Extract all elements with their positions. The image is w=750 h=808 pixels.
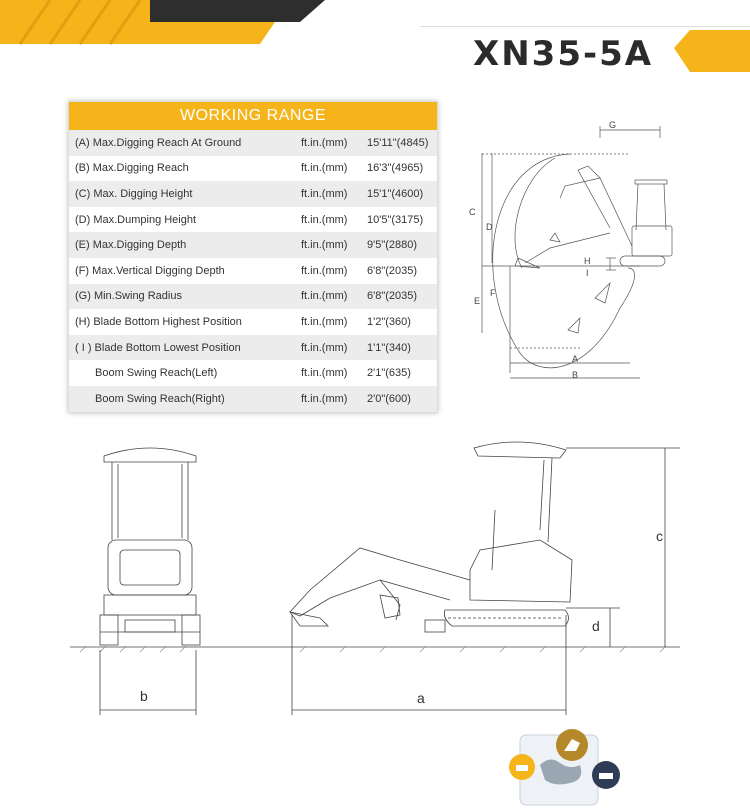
table-row	[69, 156, 437, 182]
table-row	[69, 335, 437, 361]
dimension-diagram	[0, 430, 750, 730]
spec-unit: ft.in.(mm)	[301, 136, 348, 149]
title-tab	[674, 30, 750, 72]
spec-unit: ft.in.(mm)	[301, 187, 348, 200]
spec-unit: ft.in.(mm)	[301, 290, 348, 303]
dim-label-b: b	[140, 688, 148, 704]
range-label-e: E	[474, 296, 481, 306]
table-row	[69, 130, 437, 156]
table-body	[69, 130, 437, 412]
spec-unit: ft.in.(mm)	[301, 239, 348, 252]
range-label-i: I	[586, 268, 589, 278]
dim-label-a: a	[417, 690, 425, 706]
header-dark-band	[150, 0, 325, 22]
table-row	[69, 284, 437, 310]
range-label-f: F	[490, 288, 496, 298]
spec-value: 2'1"(635)	[367, 367, 411, 380]
spec-value: 15'1"(4600)	[367, 187, 424, 200]
working-range-diagram	[460, 118, 750, 388]
spec-value: 15'11"(4845)	[367, 136, 429, 149]
spec-unit: ft.in.(mm)	[301, 367, 348, 380]
spec-unit: ft.in.(mm)	[301, 341, 348, 354]
spec-label: (G) Min.Swing Radius	[75, 290, 182, 303]
spec-label: Boom Swing Reach(Right)	[95, 392, 225, 405]
spec-value: 10'5"(3175)	[367, 213, 424, 226]
range-label-h: H	[584, 256, 591, 266]
spec-label: (D) Max.Dumping Height	[75, 213, 197, 226]
table-row	[69, 309, 437, 335]
range-label-g: G	[609, 120, 617, 130]
side-view-excavator	[290, 442, 572, 632]
spec-value: 16'3"(4965)	[367, 162, 424, 175]
header-rule	[420, 26, 750, 27]
spec-value: 9'5"(2880)	[367, 239, 418, 252]
front-view-excavator	[100, 448, 200, 645]
spec-value: 1'1"(340)	[367, 341, 411, 354]
footer-icons	[500, 725, 630, 808]
dim-label-c: c	[656, 528, 663, 544]
spec-label: (A) Max.Digging Reach At Ground	[75, 136, 242, 149]
spec-unit: ft.in.(mm)	[301, 162, 348, 175]
spec-label: (H) Blade Bottom Highest Position	[75, 315, 242, 328]
model-title: XN35-5A	[473, 34, 654, 74]
spec-label: (F) Max.Vertical Digging Depth	[75, 264, 225, 277]
range-label-a: A	[572, 354, 579, 364]
spec-label: (E) Max.Digging Depth	[75, 239, 187, 252]
table-row	[69, 232, 437, 258]
dim-label-d: d	[592, 618, 600, 634]
table-row	[69, 181, 437, 207]
spec-unit: ft.in.(mm)	[301, 264, 348, 277]
spec-value: 2'0"(600)	[367, 392, 411, 405]
table-row	[69, 360, 437, 386]
table-row	[69, 258, 437, 284]
table-title: WORKING RANGE	[69, 102, 437, 130]
spec-unit: ft.in.(mm)	[301, 315, 348, 328]
range-label-b: B	[572, 370, 579, 380]
working-range-table	[68, 101, 438, 413]
spec-value: 1'2"(360)	[367, 315, 411, 328]
spec-label: (B) Max.Digging Reach	[75, 162, 189, 175]
spec-label: ( I ) Blade Bottom Lowest Position	[75, 341, 241, 354]
spec-value: 6'8"(2035)	[367, 264, 418, 277]
spec-label: Boom Swing Reach(Left)	[95, 367, 218, 380]
table-row	[69, 207, 437, 233]
table-row	[69, 386, 437, 412]
spec-label: (C) Max. Digging Height	[75, 187, 193, 200]
range-label-c: C	[469, 207, 476, 217]
range-label-d: D	[486, 222, 493, 232]
spec-unit: ft.in.(mm)	[301, 392, 348, 405]
spec-unit: ft.in.(mm)	[301, 213, 348, 226]
spec-value: 6'8"(2035)	[367, 290, 418, 303]
